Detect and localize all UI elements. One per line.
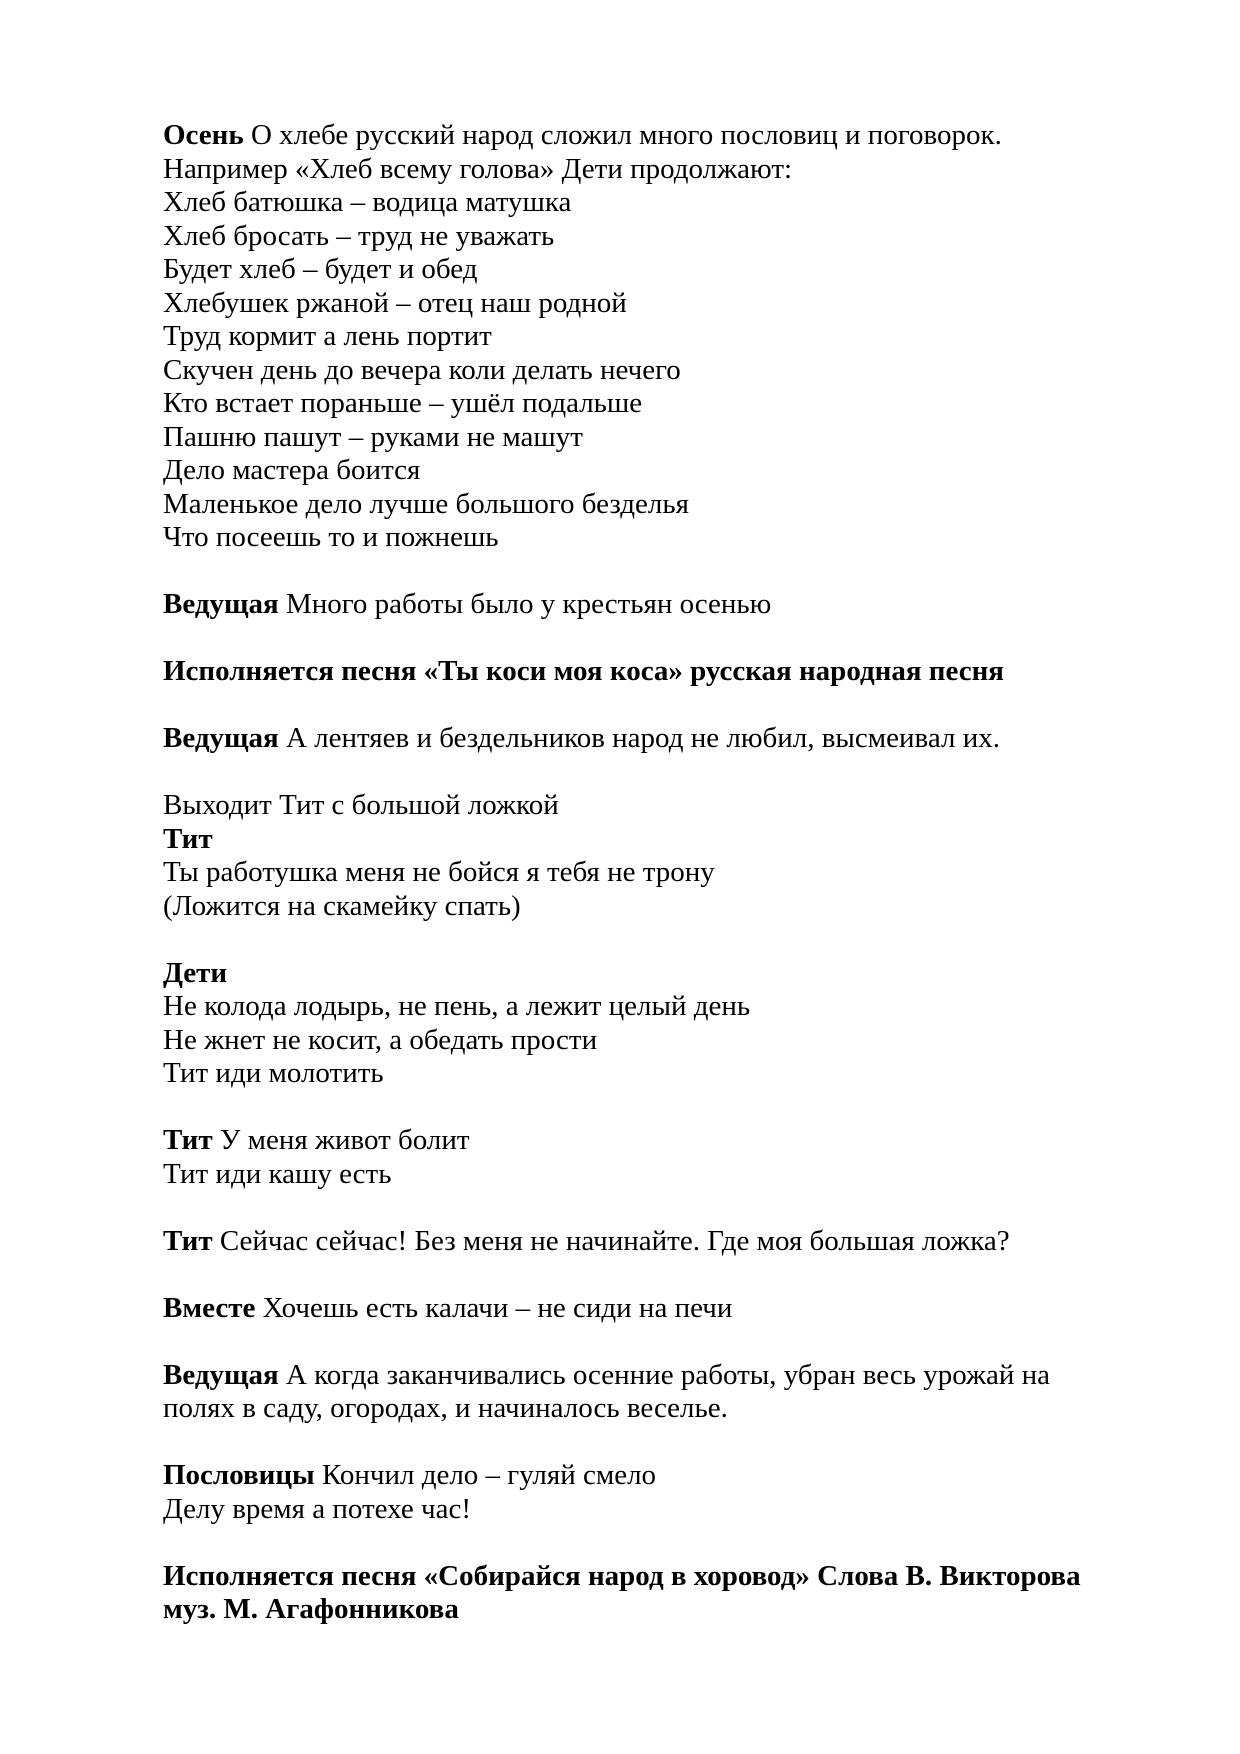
text-run: Ты работушка меня не бойся я тебя не трону: [163, 856, 715, 888]
paragraph: [163, 1225, 1082, 1259]
paragraph: [163, 957, 1082, 1091]
bold-text-run: Пословицы: [163, 1459, 315, 1491]
text-run: (Ложится на скамейку спать): [163, 889, 521, 922]
bold-text-run: Вместе: [163, 1291, 256, 1324]
text-line: [163, 655, 1082, 689]
text-run: Дело мастера боится: [163, 454, 421, 486]
text-run: А когда заканчивались осенние работы, убран весь урожай на: [278, 1358, 1051, 1391]
text-run: Будет хлеб – будет и обед: [163, 253, 478, 285]
text-line: [163, 1459, 1082, 1493]
text-line: [163, 521, 1082, 555]
text-run: О хлебе русский народ сложил много пословиц и поговорок.: [243, 119, 1002, 151]
text-line: [163, 1292, 1082, 1326]
text-run: Не жнет не косит, а обедать прости: [163, 1023, 598, 1056]
text-run: Пашню пашут – руками не машут: [163, 420, 583, 453]
text-line: [163, 119, 1082, 153]
text-line: [163, 890, 1082, 924]
paragraph: [163, 1560, 1082, 1627]
text-run: Много работы было у крестьян осенью: [278, 588, 772, 620]
text-line: [163, 387, 1082, 421]
text-line: [163, 220, 1082, 254]
text-line: [163, 1158, 1082, 1192]
text-line: [163, 287, 1082, 321]
bold-text-run: Ведущая: [163, 1358, 279, 1391]
bold-text-run: Дети: [163, 956, 228, 989]
document-content: [163, 119, 1082, 1627]
text-run: Не колода лодырь, не пень, а лежит целый день: [163, 990, 751, 1022]
bold-text-run: Исполняется песня «Собирайся народ в хоровод» Слова В. Викторова: [163, 1559, 1081, 1592]
bold-text-run: муз. М. Агафонникова: [163, 1593, 459, 1625]
text-line: [163, 823, 1082, 857]
paragraph: [163, 722, 1082, 756]
text-line: [163, 421, 1082, 455]
paragraph: [163, 1292, 1082, 1326]
bold-text-run: Осень: [163, 119, 244, 151]
text-line: [163, 957, 1082, 991]
text-line: [163, 488, 1082, 522]
paragraph: [163, 1124, 1082, 1191]
text-line: [163, 454, 1082, 488]
text-line: [163, 1493, 1082, 1527]
text-line: [163, 789, 1082, 823]
text-run: Выходит Тит с большой ложкой: [163, 789, 559, 821]
text-run: Маленькое дело лучше большого безделья: [163, 487, 689, 520]
text-line: [163, 1225, 1082, 1259]
bold-text-run: Тит: [163, 822, 213, 855]
paragraph: [163, 655, 1082, 689]
text-line: [163, 1593, 1082, 1627]
text-line: [163, 1359, 1082, 1393]
paragraph: [163, 119, 1082, 555]
text-line: [163, 153, 1082, 187]
text-run: Хлеб бросать – труд не уважать: [163, 219, 555, 252]
text-run: Тит иди молотить: [163, 1057, 384, 1089]
paragraph: [163, 588, 1082, 622]
text-line: [163, 588, 1082, 622]
text-run: Кто встает пораньше – ушёл подальше: [163, 387, 643, 419]
text-line: [163, 856, 1082, 890]
text-run: Что посеешь то и пожнешь: [163, 521, 499, 553]
text-line: [163, 1560, 1082, 1594]
text-run: Труд кормит а лень портит: [163, 320, 492, 352]
paragraph: [163, 789, 1082, 923]
text-line: [163, 1124, 1082, 1158]
text-run: Хлебушек ржаной – отец наш родной: [163, 286, 627, 319]
text-line: [163, 1392, 1082, 1426]
text-run: Делу время а потехе час!: [163, 1492, 472, 1525]
text-line: [163, 186, 1082, 220]
bold-text-run: Ведущая: [163, 722, 279, 754]
paragraph: [163, 1459, 1082, 1526]
text-line: [163, 354, 1082, 388]
text-run: У меня живот болит: [212, 1124, 470, 1156]
bold-text-run: Исполняется песня «Ты коси моя коса» русская народная песня: [163, 655, 1004, 687]
text-line: [163, 253, 1082, 287]
text-run: Хлеб батюшка – водица матушка: [163, 186, 572, 218]
text-run: А лентяев и бездельников народ не любил, высмеивал их.: [278, 722, 1000, 754]
bold-text-run: Тит: [163, 1224, 213, 1257]
bold-text-run: Тит: [163, 1124, 213, 1156]
bold-text-run: Ведущая: [163, 588, 279, 620]
text-run: Кончил дело – гуляй смело: [314, 1459, 657, 1491]
text-line: [163, 320, 1082, 354]
text-line: [163, 1024, 1082, 1058]
text-run: Скучен день до вечера коли делать нечего: [163, 353, 681, 386]
paragraph: [163, 1359, 1082, 1426]
text-line: [163, 722, 1082, 756]
text-run: полях в саду, огородах, и начиналось веселье.: [163, 1392, 728, 1424]
text-line: [163, 1057, 1082, 1091]
text-run: Например «Хлеб всему голова» Дети продолжают:: [163, 152, 793, 185]
text-run: Хочешь есть калачи – не сиди на печи: [255, 1291, 733, 1324]
text-run: Тит иди кашу есть: [163, 1157, 392, 1190]
text-run: Сейчас сейчас! Без меня не начинайте. Где моя большая ложка?: [212, 1224, 1010, 1257]
text-line: [163, 990, 1082, 1024]
